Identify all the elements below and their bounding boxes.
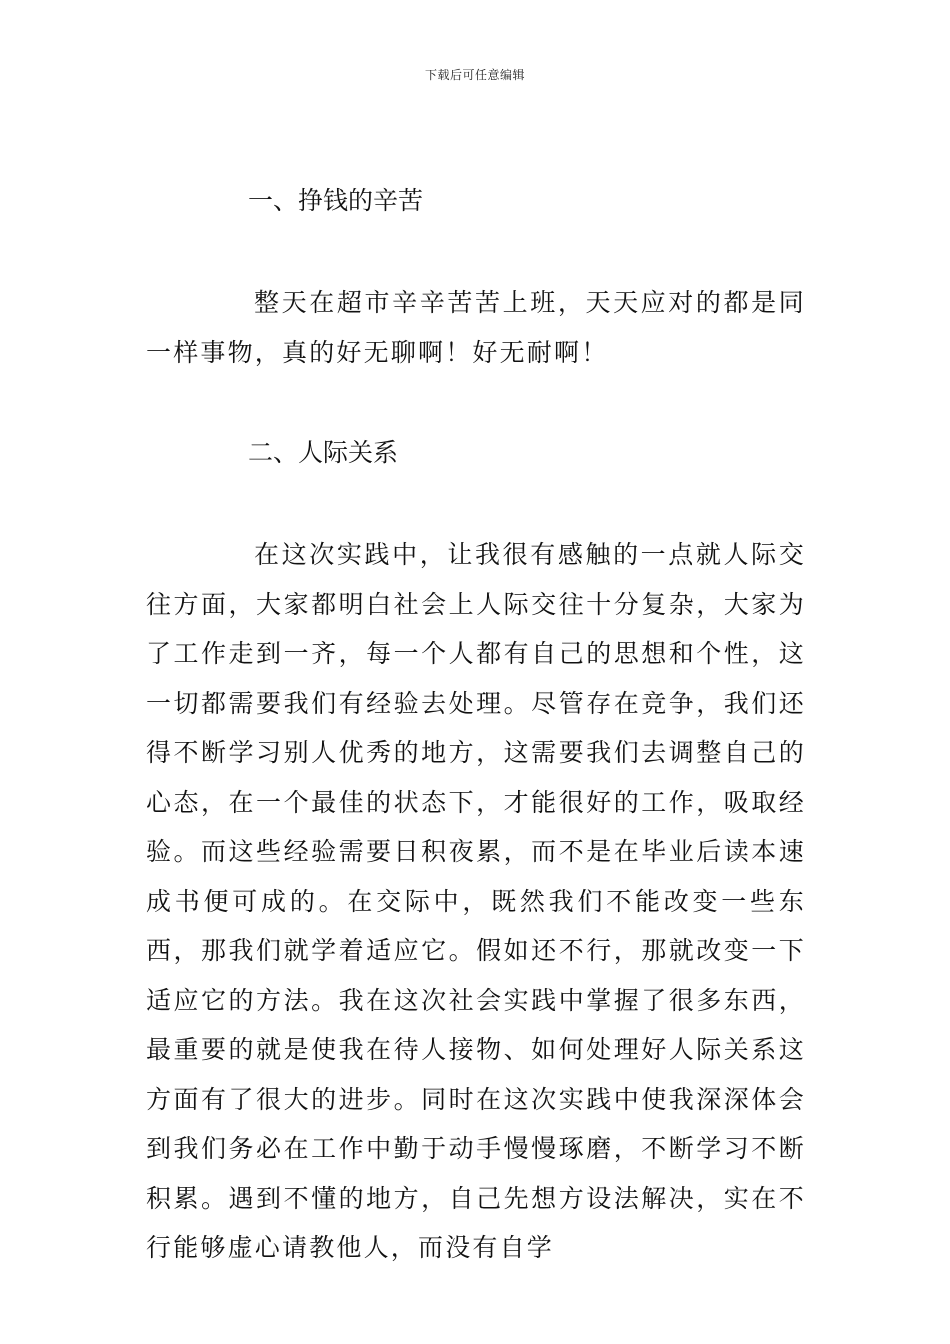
section-heading-1: 一、挣钱的辛苦	[248, 186, 424, 215]
document-body	[146, 176, 806, 1273]
section-paragraph-2: 在这次实践中，让我很有感触的一点就人际交往方面，大家都明白社会上人际交往十分复杂，大家为了工作走到一齐，每一个人都有自己的思想和个性，这一切都需要我们有经验去处理。尽管存在竞争，我们还得不断学习别人优秀的地方，这需要我们去调整自己的心态，在一个最佳的状态下，才能很好的工作，吸取经验。而这些经验需要日积夜累，而不是在毕业后读本速成书便可成的。在交际中，既然我们不能改变一些东西，那我们就学着适应它。假如还不行，那就改变一下适应它的方法。我在这次社会实践中掌握了很多东西，最重要的就是使我在待人接物、如何处理好人际关系这方面有了很大的进步。同时在这次实践中使我深深体会到我们务必在工作中勤于动手慢慢琢磨，不断学习不断积累。遇到不懂的地方，自己先想方设法解决，实在不行能够虚心请教他人，而没有自学	[146, 540, 806, 1262]
section-paragraph-1: 整天在超市辛辛苦苦上班，天天应对的都是同一样事物，真的好无聊啊！好无耐啊！	[146, 288, 806, 367]
page-header-note: 下载后可任意编辑	[424, 68, 525, 82]
section-heading-2: 二、人际关系	[248, 438, 399, 467]
